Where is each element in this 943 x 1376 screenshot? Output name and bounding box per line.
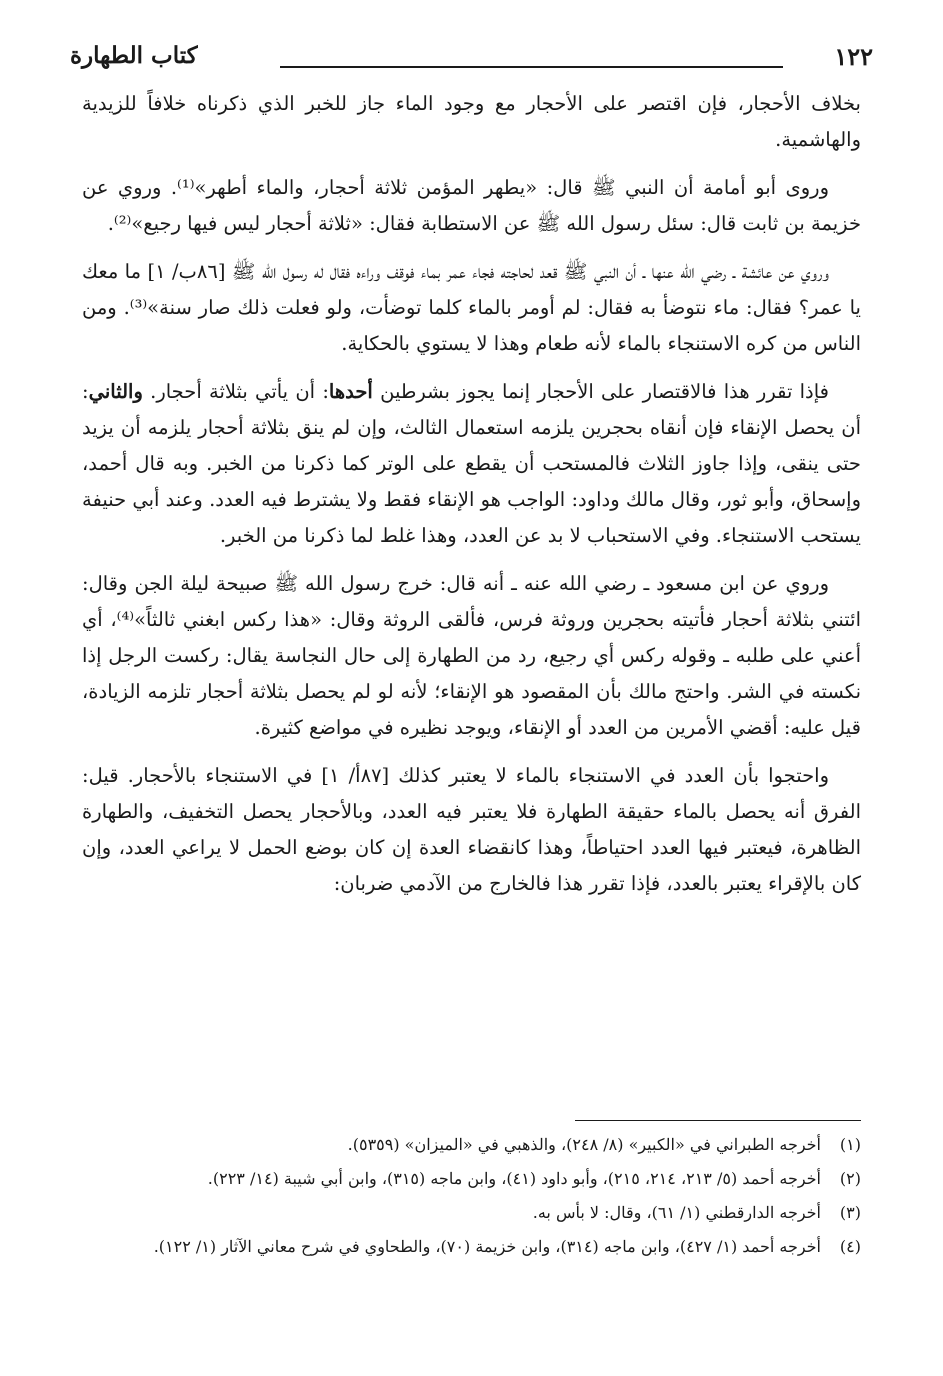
footnote <box>82 1130 861 1160</box>
paragraph: وروي عن ابن مسعود ـ رضي الله عنه ـ أنه قال: خرج رسول الله ﷺ صبيحة ليلة الجن وقال: ائتني بثلاثة أحجار فأتيته بحجرين وروثة فرس، فألقى الروثة وقال: «هذا ركس ابغني ثالثاً»⁽⁴⁾، أي أعني على طلبه ـ وقوله ركس أي رجيع، رد من الطهارة إلى حال النجاسة يقال: ركست الرجل إذا نكسته في الشر. واحتج مالك بأن المقصود هو الإنقاء؛ لأنه لو لم يحصل بثلاثة أحجار تلزمه الزيادة، قيل عليه: أقضي الأمرين من العدد أو الإنقاء، ويوجد نظيره في مواضع كثيرة. <box>82 572 861 739</box>
footnote-text: أخرجه أحمد (١/ ٤٢٧)، وابن ماجه (٣١٤)، وابن خزيمة (٧٠)، والطحاوي في شرح معاني الآثار (١/ ١٢٢). <box>153 1237 821 1256</box>
footnote-text: أخرجه أحمد (٥/ ٢١٣، ٢١٤، ٢١٥)، وأبو داود (٤١)، وابن ماجه (٣١٥)، وابن أبي شيبة (١٤/ ٢٢٣). <box>207 1169 821 1188</box>
bold-term: أحدها <box>328 380 373 403</box>
footnote-text: أخرجه الطبراني في «الكبير» (٨/ ٢٤٨)، والذهبي في «الميزان» (٥٣٥٩). <box>347 1135 821 1154</box>
footnotes <box>82 1130 861 1266</box>
footnote-number: (٢) <box>839 1169 861 1188</box>
paragraph: وروي عن عائشة ـ رضي الله عنها ـ أن النبي ﷺ قعد لحاجته فجاء عمر بماء فوقف وراءه فقال له رسول الله ﷺ [٨٦ب/ ١] ما معك يا عمر؟ فقال: ماء نتوضأ به فقال: لم أومر بالماء كلما توضأت، ولو فعلت ذلك صار سنة»⁽³⁾. ومن الناس من كره الاستنجاء بالماء لأنه طعام وهذا لا يستوي بالحكاية. <box>82 260 861 355</box>
footnote-number: (٤) <box>839 1237 861 1256</box>
book-title: كتاب الطهارة <box>70 42 198 69</box>
footnote <box>82 1198 861 1228</box>
paragraph: واحتجوا بأن العدد في الاستنجاء بالماء لا يعتبر كذلك [٨٧أ/ ١] في الاستنجاء بالأحجار. قيل: الفرق أنه يحصل بالماء حقيقة الطهارة فلا يعتبر فيه العدد، وبالأحجار يحصل التخفيف، والطهارة الظاهرة، فيعتبر فيها العدد احتياطاً، وهذا كانقضاء العدة إن كان بوضع الحمل لا يراعي العدد، وإن كان بالإقراء يعتبر بالعدد، فإذا تقرر هذا فالخارج من الآدمي ضربان: <box>82 764 861 895</box>
bold-term: والثاني <box>88 380 143 403</box>
page-header <box>70 40 873 76</box>
paragraph: وروى أبو أمامة أن النبي ﷺ قال: «يطهر المؤمن ثلاثة أحجار، والماء أطهر»⁽¹⁾. وروي عن خزيمة بن ثابت قال: سئل رسول الله ﷺ عن الاستطابة فقال: «ثلاثة أحجار ليس فيها رجيع»⁽²⁾. <box>82 176 861 235</box>
footnote <box>82 1232 861 1262</box>
paragraph-text: : أن يأتي بثلاثة أحجار. <box>142 380 329 403</box>
main-text <box>82 86 861 914</box>
paragraph <box>82 374 861 554</box>
footnote-text: أخرجه الدارقطني (١/ ٦١)، وقال: لا بأس به. <box>532 1203 821 1222</box>
footnote-rule <box>575 1120 861 1121</box>
footnote-number: (٣) <box>839 1203 861 1222</box>
page-number: ١٢٢ <box>834 42 873 71</box>
footnote-number: (١) <box>839 1135 861 1154</box>
paragraph-text: : أن يحصل الإنقاء فإن أنقاه بحجرين يلزمه استعمال الثالث، وإن لم ينق بثلاثة أحجار يلزمه أن يزيد حتى ينقى، وإذا جاوز الثلاث فالمستحب أن يقطع على الوتر كما ذكرنا من الخبر. وبه قال أحمد، وإسحاق، وأبو ثور، وقال مالك وداود: الواجب هو الإنقاء فقط ولا يشترط فيه العدد. وعند أبي حنيفة يستحب الاستنجاء. وفي الاستحباب لا بد عن العدد، وهذا غلط لما ذكرنا من الخبر. <box>82 380 861 547</box>
header-rule <box>280 66 783 68</box>
paragraph: بخلاف الأحجار، فإن اقتصر على الأحجار مع وجود الماء جاز للخبر الذي ذكرناه خلافاً للزيدية والهاشمية. <box>82 92 861 151</box>
footnote <box>82 1164 861 1194</box>
paragraph-text: فإذا تقرر هذا فالاقتصار على الأحجار إنما يجوز بشرطين <box>372 380 829 403</box>
